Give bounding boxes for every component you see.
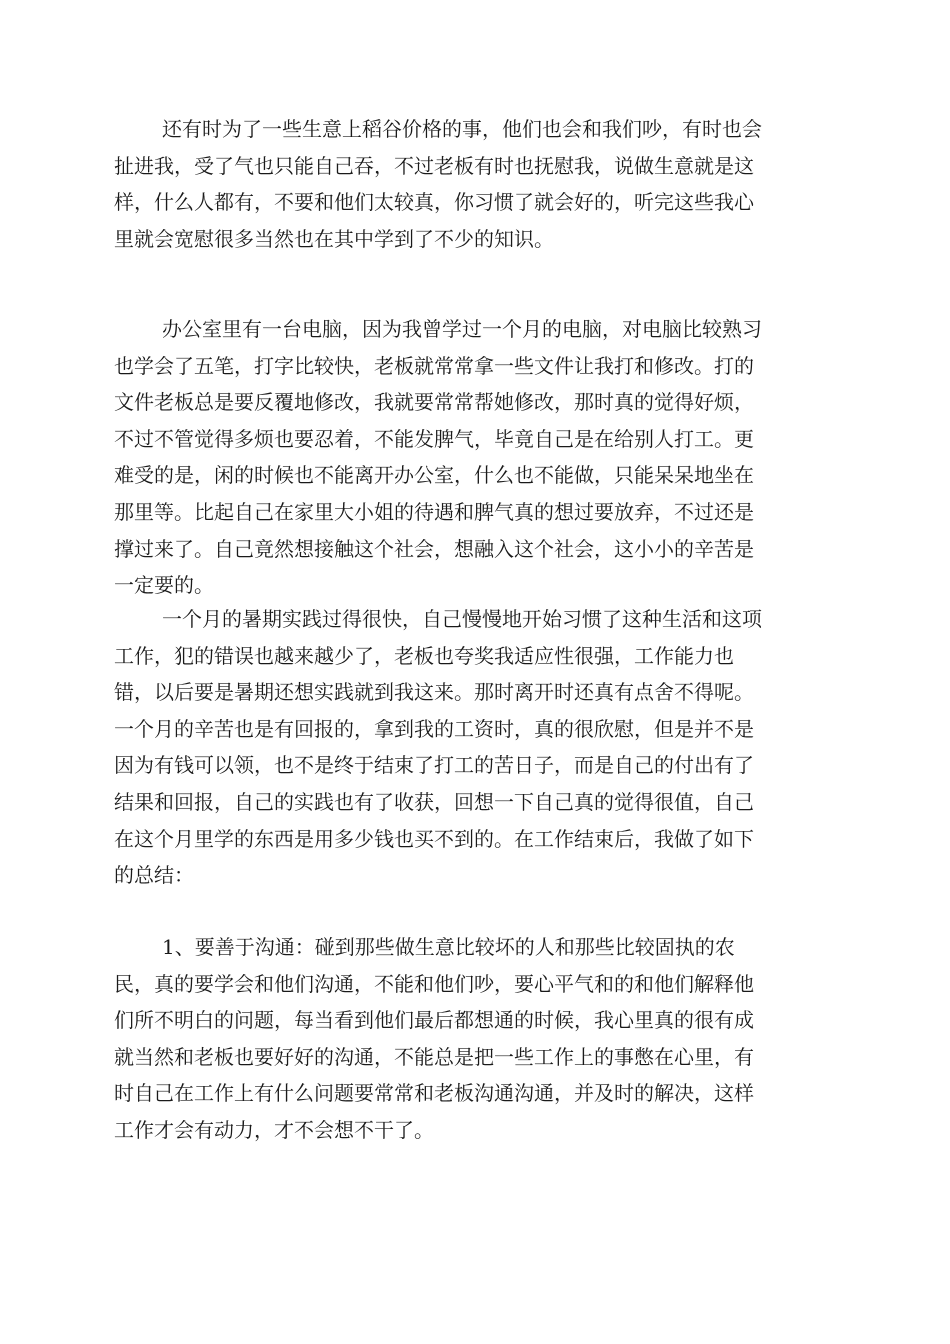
- text-line: 也学会了五笔，打字比较快，老板就常常拿一些文件让我打和修改。打的: [114, 353, 754, 378]
- text-line: 1、要善于沟通：碰到那些做生意比较坏的人和那些比较固执的农: [162, 935, 735, 959]
- text-line: 一个月的辛苦也是有回报的，拿到我的工资时，真的很欣慰，但是并不是: [114, 716, 754, 741]
- text-line: 那里等。比起自己在家里大小姐的待遇和脾气真的想过要放弃，不过还是: [114, 499, 754, 524]
- text-line: 一定要的。: [114, 573, 214, 598]
- text-line: 在这个月里学的东西是用多少钱也买不到的。在工作结束后，我做了如下: [114, 826, 754, 851]
- text-line: 时自己在工作上有什么问题要常常和老板沟通沟通，并及时的解决，这样: [114, 1081, 754, 1106]
- text-line: 一个月的暑期实践过得很快，自己慢慢地开始习惯了这种生活和这项: [162, 607, 762, 631]
- paragraph-1: [114, 111, 854, 257]
- text-line: 就当然和老板也要好好的沟通，不能总是把一些工作上的事憋在心里，有: [114, 1044, 754, 1069]
- text-line: 错，以后要是暑期还想实践就到我这来。那时离开时还真有点舍不得呢。: [114, 680, 754, 705]
- text-line: 撑过来了。自己竟然想接触这个社会，想融入这个社会，这小小的辛苦是: [114, 536, 754, 561]
- text-line: 结果和回报，自己的实践也有了收获，回想一下自己真的觉得很值，自己: [114, 789, 754, 814]
- paragraph-4: [114, 929, 854, 1149]
- text-line: 扯进我，受了气也只能自己吞，不过老板有时也抚慰我，说做生意就是这: [114, 153, 754, 178]
- paragraph-2: [114, 311, 854, 604]
- text-line: 还有时为了一些生意上稻谷价格的事，他们也会和我们吵，有时也会: [162, 117, 762, 141]
- text-line: 文件老板总是要反覆地修改，我就要常常帮她修改，那时真的觉得好烦，: [114, 390, 754, 415]
- text-line: 里就会宽慰很多当然也在其中学到了不少的知识。: [114, 226, 554, 251]
- paragraph-3: [114, 601, 854, 894]
- text-line: 因为有钱可以领，也不是终于结束了打工的苦日子，而是自己的付出有了: [114, 753, 754, 778]
- text-line: 工作才会有动力，才不会想不干了。: [114, 1117, 434, 1142]
- text-line: 不过不管觉得多烦也要忍着，不能发脾气，毕竟自己是在给别人打工。更: [114, 426, 754, 451]
- text-line: 们所不明白的问题，每当看到他们最后都想通的时候，我心里真的很有成: [114, 1008, 754, 1033]
- text-line: 难受的是，闲的时候也不能离开办公室，什么也不能做，只能呆呆地坐在: [114, 463, 754, 488]
- text-line: 民，真的要学会和他们沟通，不能和他们吵，要心平气和的和他们解释他: [114, 971, 754, 996]
- text-line: 样，什么人都有，不要和他们太较真，你习惯了就会好的，听完这些我心: [114, 190, 754, 215]
- text-line: 的总结：: [114, 863, 194, 888]
- text-line: 办公室里有一台电脑，因为我曾学过一个月的电脑，对电脑比较熟习: [162, 317, 762, 341]
- text-line: 工作，犯的错误也越来越少了，老板也夸奖我适应性很强，工作能力也: [114, 643, 734, 668]
